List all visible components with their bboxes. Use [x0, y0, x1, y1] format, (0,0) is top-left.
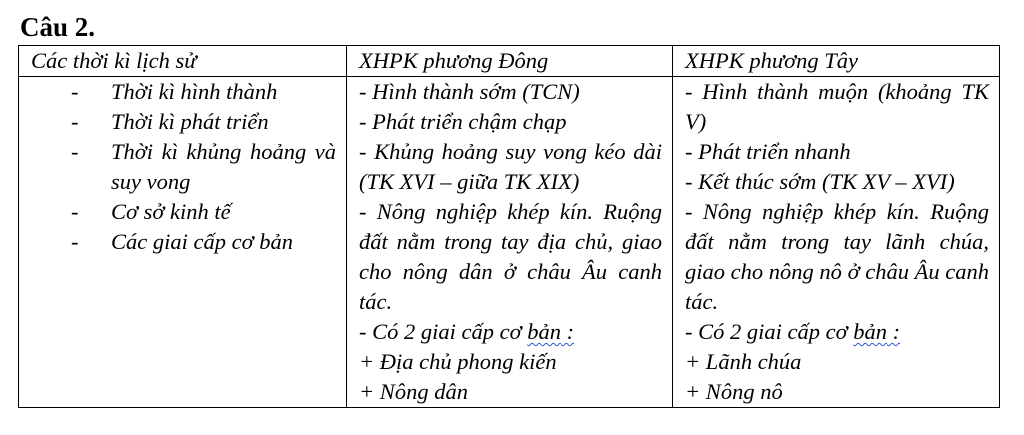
list-dash: -: [71, 139, 79, 164]
header-western-feudalism: XHPK phương Tây: [673, 46, 1000, 77]
east-classes-intro: [359, 317, 662, 347]
east-development: - Phát triển chậm chạp: [359, 109, 567, 134]
east-spellcheck-word: bản: [527, 319, 561, 344]
east-economy: - Nông nghiệp khép kín. Ruộng đất nằm trong tay địa chủ, giao cho nông dân ở châu Âu canh tác.: [359, 199, 662, 314]
list-item: [31, 197, 336, 227]
east-crisis: - Khủng hoảng suy vong kéo dài (TK XVI – giữa TK XIX): [359, 139, 662, 194]
periods-cell: [19, 77, 347, 408]
header-eastern-feudalism: XHPK phương Đông: [347, 46, 673, 77]
list-item: [31, 107, 336, 137]
east-class-1: + Địa chủ phong kiến: [359, 349, 557, 374]
period-label: Cơ sở kinh tế: [111, 199, 231, 224]
list-dash: -: [71, 79, 79, 104]
west-classes-intro-prefix: - Có 2 giai cấp cơ: [685, 319, 854, 344]
east-classes-intro-prefix: - Có 2 giai cấp cơ: [359, 319, 528, 344]
list-dash: -: [71, 109, 79, 134]
table-header-row: [19, 46, 1000, 77]
table-body-row: [19, 77, 1000, 408]
comparison-table: [18, 45, 1000, 408]
periods-list: [31, 77, 336, 257]
list-item: [31, 77, 336, 107]
period-label: Thời kì hình thành: [111, 79, 278, 104]
period-label: Thời kì phát triển: [111, 109, 269, 134]
west-class-2: + Nông nô: [685, 379, 783, 404]
eastern-cell: [347, 77, 673, 408]
period-label: Thời kì khủng hoảng và suy vong: [111, 139, 336, 194]
east-class-2: + Nông dân: [359, 379, 468, 404]
period-label: Các giai cấp cơ bản: [111, 229, 293, 254]
west-formation: - Hình thành muộn (khoảng TK V): [685, 79, 989, 134]
west-class-1: + Lãnh chúa: [685, 349, 802, 374]
east-classes-intro-suffix: :: [560, 319, 575, 344]
west-economy: - Nông nghiệp khép kín. Ruộng đất nằm trong tay lãnh chúa, giao cho nông nô ở châu Âu canh tác.: [685, 199, 989, 314]
list-dash: -: [71, 199, 79, 224]
header-historical-periods: Các thời kì lịch sử: [19, 46, 347, 77]
east-formation: - Hình thành sớm (TCN): [359, 79, 580, 104]
western-cell: [673, 77, 1000, 408]
west-classes-intro: [685, 317, 989, 347]
list-item: [31, 227, 336, 257]
west-classes-intro-suffix: :: [886, 319, 901, 344]
question-heading: Câu 2.: [20, 12, 96, 42]
west-development: - Phát triển nhanh: [685, 139, 851, 164]
list-item: [31, 137, 336, 197]
west-spellcheck-word: bản: [853, 319, 887, 344]
west-end: - Kết thúc sớm (TK XV – XVI): [685, 169, 955, 194]
list-dash: -: [71, 229, 79, 254]
